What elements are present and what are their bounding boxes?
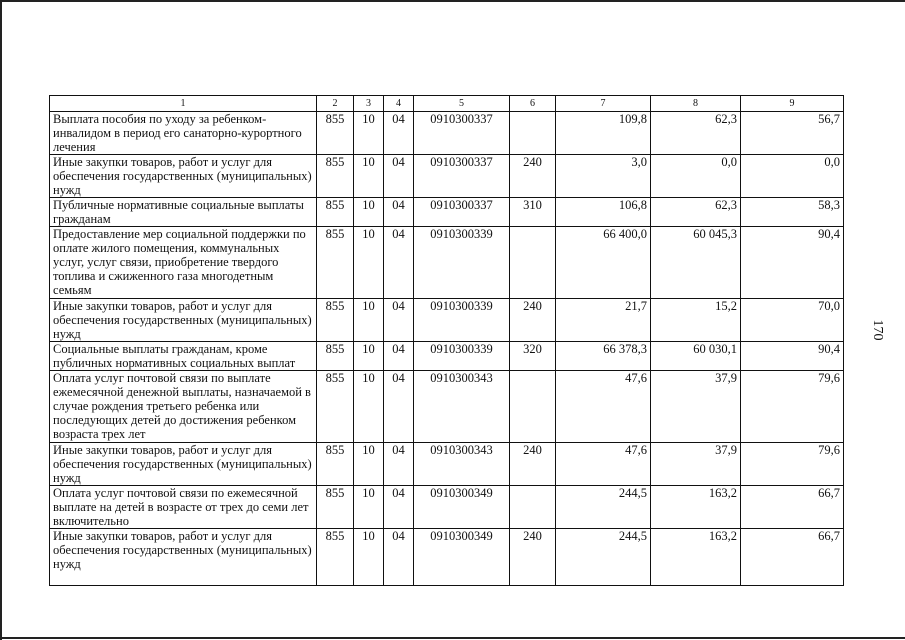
row-fact: 60 030,1: [651, 342, 741, 371]
row-plan: 66 400,0: [556, 227, 651, 299]
header-cell: 4: [384, 96, 414, 112]
row-pct: 79,6: [741, 443, 844, 486]
row-plan: 66 378,3: [556, 342, 651, 371]
row-csr: 0910300337: [414, 198, 510, 227]
page-number: 170: [870, 319, 885, 341]
row-ved: 855: [317, 342, 354, 371]
row-pct: 58,3: [741, 198, 844, 227]
header-row: [50, 96, 844, 112]
row-fact: 62,3: [651, 198, 741, 227]
row-pr: 04: [384, 198, 414, 227]
row-rz: 10: [354, 112, 384, 155]
row-name: Иные закупки товаров, работ и услуг для обеспечения государственных (муниципальных) нужд: [50, 529, 317, 586]
row-vr: 240: [510, 443, 556, 486]
row-fact: 15,2: [651, 299, 741, 342]
row-ved: 855: [317, 155, 354, 198]
row-ved: 855: [317, 227, 354, 299]
row-plan: 109,8: [556, 112, 651, 155]
row-fact: 163,2: [651, 486, 741, 529]
header-cell: 5: [414, 96, 510, 112]
row-ved: 855: [317, 299, 354, 342]
table-row: [50, 342, 844, 371]
row-csr: 0910300339: [414, 227, 510, 299]
row-pct: 56,7: [741, 112, 844, 155]
row-name: Публичные нормативные социальные выплаты гражданам: [50, 198, 317, 227]
header-cell: 9: [741, 96, 844, 112]
row-vr: [510, 371, 556, 443]
header-cell: 2: [317, 96, 354, 112]
row-pct: 66,7: [741, 486, 844, 529]
scan-edge-top: [0, 0, 905, 2]
row-ved: 855: [317, 112, 354, 155]
row-name: Выплата пособия по уходу за ребенком-инвалидом в период его санаторно-курортного лечения: [50, 112, 317, 155]
row-rz: 10: [354, 443, 384, 486]
row-csr: 0910300343: [414, 371, 510, 443]
row-pr: 04: [384, 371, 414, 443]
row-fact: 37,9: [651, 371, 741, 443]
row-plan: 244,5: [556, 529, 651, 586]
row-csr: 0910300337: [414, 112, 510, 155]
row-pr: 04: [384, 112, 414, 155]
scan-edge-bottom: [0, 637, 905, 639]
row-plan: 47,6: [556, 371, 651, 443]
row-vr: 240: [510, 299, 556, 342]
row-fact: 37,9: [651, 443, 741, 486]
row-csr: 0910300339: [414, 342, 510, 371]
row-ved: 855: [317, 529, 354, 586]
row-pct: 0,0: [741, 155, 844, 198]
table-row: [50, 198, 844, 227]
header-cell: 8: [651, 96, 741, 112]
row-rz: 10: [354, 198, 384, 227]
row-vr: 320: [510, 342, 556, 371]
row-name: Предоставление мер социальной поддержки по оплате жилого помещения, коммунальных услуг, услуг связи, приобретение твердого топлива и сжиженного газа многодетным семьям: [50, 227, 317, 299]
row-pr: 04: [384, 155, 414, 198]
row-ved: 855: [317, 443, 354, 486]
scan-edge-left: [0, 0, 2, 640]
table-row: [50, 112, 844, 155]
row-plan: 106,8: [556, 198, 651, 227]
row-fact: 60 045,3: [651, 227, 741, 299]
row-csr: 0910300343: [414, 443, 510, 486]
row-pct: 66,7: [741, 529, 844, 586]
row-csr: 0910300339: [414, 299, 510, 342]
table-row: [50, 371, 844, 443]
row-vr: 240: [510, 155, 556, 198]
row-plan: 3,0: [556, 155, 651, 198]
row-fact: 62,3: [651, 112, 741, 155]
row-csr: 0910300337: [414, 155, 510, 198]
row-rz: 10: [354, 227, 384, 299]
row-pr: 04: [384, 529, 414, 586]
row-vr: 310: [510, 198, 556, 227]
row-vr: [510, 486, 556, 529]
row-rz: 10: [354, 529, 384, 586]
row-vr: [510, 112, 556, 155]
row-rz: 10: [354, 299, 384, 342]
row-vr: 240: [510, 529, 556, 586]
table-row: [50, 299, 844, 342]
table-row: [50, 227, 844, 299]
row-rz: 10: [354, 486, 384, 529]
row-name: Иные закупки товаров, работ и услуг для обеспечения государственных (муниципальных) нужд: [50, 299, 317, 342]
row-vr: [510, 227, 556, 299]
row-pr: 04: [384, 227, 414, 299]
header-cell: 3: [354, 96, 384, 112]
row-pct: 79,6: [741, 371, 844, 443]
row-name: Социальные выплаты гражданам, кроме публичных нормативных социальных выплат: [50, 342, 317, 371]
row-csr: 0910300349: [414, 529, 510, 586]
row-pct: 70,0: [741, 299, 844, 342]
row-plan: 21,7: [556, 299, 651, 342]
row-rz: 10: [354, 371, 384, 443]
header-cell: 7: [556, 96, 651, 112]
row-pct: 90,4: [741, 227, 844, 299]
row-plan: 244,5: [556, 486, 651, 529]
row-fact: 0,0: [651, 155, 741, 198]
row-rz: 10: [354, 155, 384, 198]
row-plan: 47,6: [556, 443, 651, 486]
row-rz: 10: [354, 342, 384, 371]
row-fact: 163,2: [651, 529, 741, 586]
row-pr: 04: [384, 299, 414, 342]
header-cell: 1: [50, 96, 317, 112]
budget-table: [49, 95, 844, 586]
row-name: Оплата услуг почтовой связи по ежемесячной выплате на детей в возрасте от трех до семи лет включительно: [50, 486, 317, 529]
row-pr: 04: [384, 443, 414, 486]
table-row: [50, 529, 844, 586]
table-row: [50, 486, 844, 529]
row-ved: 855: [317, 371, 354, 443]
table-row: [50, 155, 844, 198]
table-row: [50, 443, 844, 486]
row-csr: 0910300349: [414, 486, 510, 529]
row-pr: 04: [384, 342, 414, 371]
header-cell: 6: [510, 96, 556, 112]
row-name: Оплата услуг почтовой связи по выплате ежемесячной денежной выплаты, назначаемой в случае рождения третьего ребенка или последующих детей до достижения ребенком возраста трех лет: [50, 371, 317, 443]
row-pct: 90,4: [741, 342, 844, 371]
row-pr: 04: [384, 486, 414, 529]
row-name: Иные закупки товаров, работ и услуг для обеспечения государственных (муниципальных) нужд: [50, 443, 317, 486]
row-ved: 855: [317, 486, 354, 529]
row-name: Иные закупки товаров, работ и услуг для обеспечения государственных (муниципальных) нужд: [50, 155, 317, 198]
row-ved: 855: [317, 198, 354, 227]
